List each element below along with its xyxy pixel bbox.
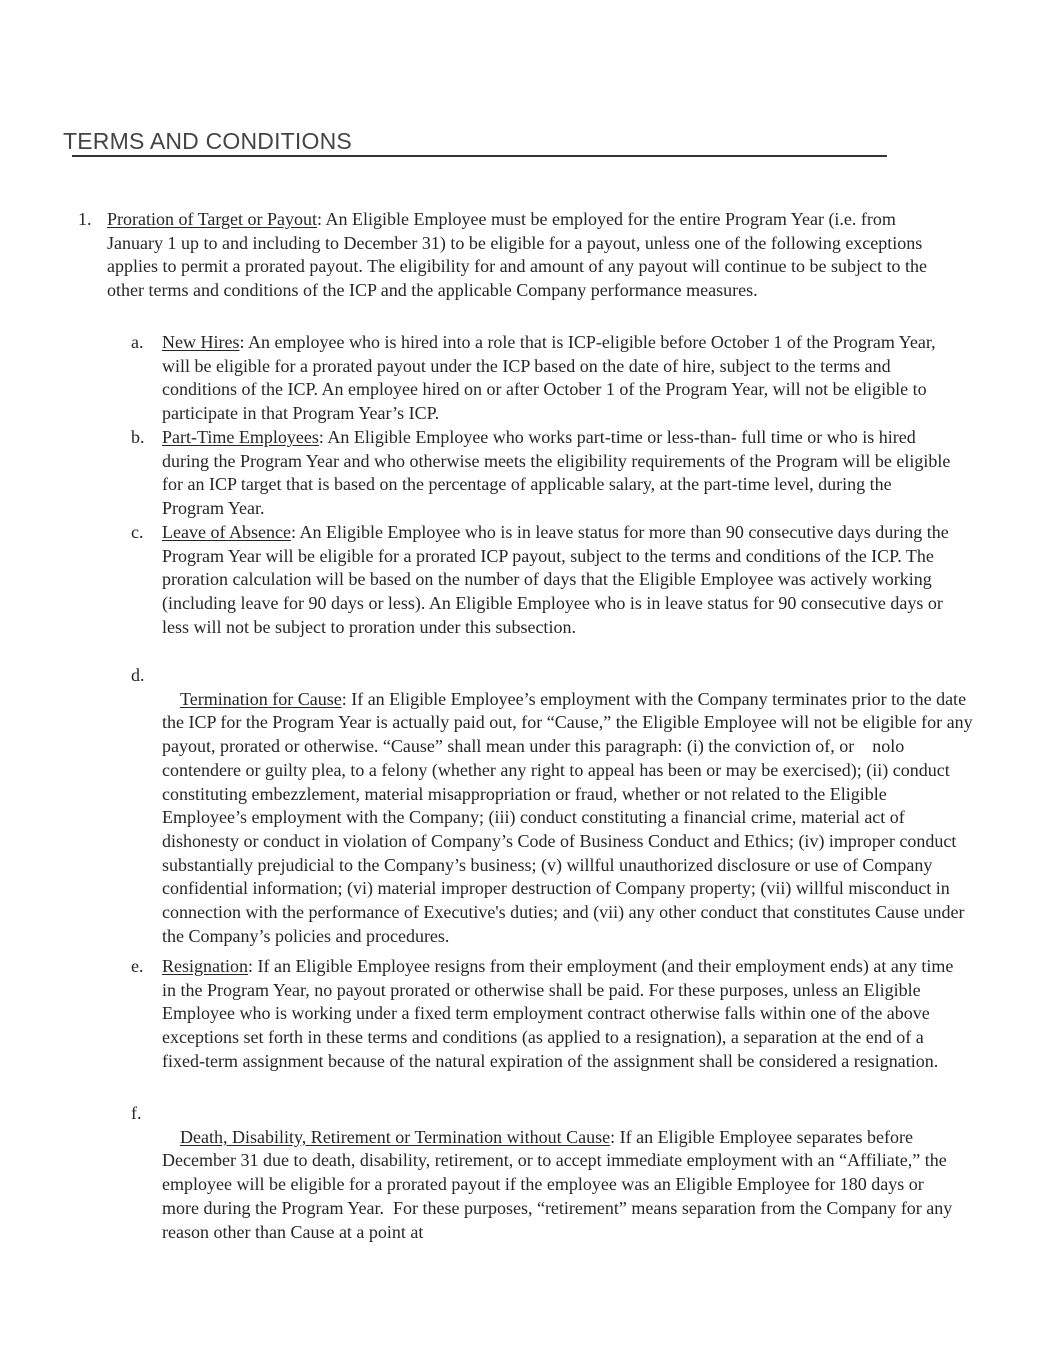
subitem-leave-of-absence [162,521,952,640]
subitem-part-time [162,426,952,521]
subitem-letter: e. [131,956,144,976]
subitem-termination-for-cause [162,664,978,972]
subitem-heading: Part-Time Employees [162,427,319,447]
subitem-letter: b. [131,427,145,447]
subitem-text: : If an Eligible Employee’s employment with the Company terminates prior to the date the ICP for the Program Year is actually paid out, for “Cause,” the Eligible Employee will not be eligible for any payout, prorated or otherwise. “Cause” shall mean under this paragraph: (i) the conviction of, or nolo contendere or guilty plea, to a felony (whether any right to appeal has been or may be exercised); (ii) conduct constituting embezzlement, material misappropriation or fraud, whether or not related to the Eligible Employee’s employment with the Company; (iii) conduct constituting a financial crime, material act of dishonesty or conduct in violation of Company’s Code of Business Conduct and Ethics; (iv) improper conduct substantially prejudicial to the Company’s business; (v) willful unauthorized disclosure or use of Company confidential information; (vi) material improper destruction of Company property; (vii) willful misconduct in connection with the performance of Executive's duties; and (vii) any other conduct that constitutes Cause under the Company’s policies and procedures. [162,688,978,946]
subitem-letter: c. [131,522,144,542]
subitem-heading: Termination for Cause [180,688,342,709]
subitem-heading: Death, Disability, Retirement or Termination without Cause [180,1126,611,1147]
document-title: TERMS AND CONDITIONS [63,128,352,154]
subitem-resignation [162,955,957,1074]
subitem-heading: Resignation [162,956,248,976]
subitem-new-hires [162,331,952,426]
subitem-text: : If an Eligible Employee resigns from their employment (and their employment ends) at any time in the Program Year, no payout prorated or otherwise shall be paid. For these purposes, unless an Eligible Employee who is working under a fixed term employment contract otherwise falls within one of the above exceptions set forth in these terms and conditions (as applied to a resignation), a separation at the end of a fixed-term assignment because of the natural expiration of the assignment shall be considered a resignation. [162,956,954,1071]
title-underline [72,155,887,157]
subitem-text: : An employee who is hired into a role that is ICP-eligible before October 1 of the Program Year, will be eligible for a prorated payout under the ICP based on the date of hire, subject to the terms and conditions of the ICP. An employee hired on or after October 1 of the Program Year, will not be eligible to participate in that Program Year’s ICP. [162,332,936,424]
subitem-heading: Leave of Absence [162,522,291,542]
subitem-letter: a. [131,332,144,352]
subitem-letter: d. [131,665,145,685]
subitem-letter: f. [131,1103,142,1123]
subitem-text: : If an Eligible Employee separates before December 31 due to death, disability, retirement, or to accept immediate employment with an “Affiliate,” the employee will be eligible for a prorated payout if the employee was an Eligible Employee for 180 days or more during the Program Year. For these purposes, “retirement” means separation from the Company for any reason other than Cause at a point at [162,1126,957,1242]
list-item-proration [107,208,937,303]
item-heading: Proration of Target or Payout [107,209,318,229]
subitem-text: : An Eligible Employee who works part-time or less-than- full time or who is hired during the Program Year and who otherwise meets the eligibility requirements of the Program will be eligible for an ICP target that is based on the percentage of applicable salary, at the part-time level, during the Program Year. [162,427,951,519]
item-number: 1. [78,209,92,229]
subitem-heading: New Hires [162,332,240,352]
subitem-text: : An Eligible Employee who is in leave status for more than 90 consecutive days during the Program Year will be eligible for a prorated ICP payout, subject to the terms and conditions of the ICP. The proration calculation will be based on the number of days that the Eligible Employee was actively working (including leave for 90 days or less). An Eligible Employee who is in leave status for 90 consecutive days or less will not be subject to proration under this subsection. [162,522,949,637]
subitem-death-disability-retirement [162,1102,957,1268]
item-text: : An Eligible Employee must be employed for the entire Program Year (i.e. from January 1 up to and including to December 31) to be eligible for a payout, unless one of the following exceptions applies to permit a prorated payout. The eligibility for and amount of any payout will continue to be subject to the other terms and conditions of the ICP and the applicable Company performance measures. [107,209,927,301]
